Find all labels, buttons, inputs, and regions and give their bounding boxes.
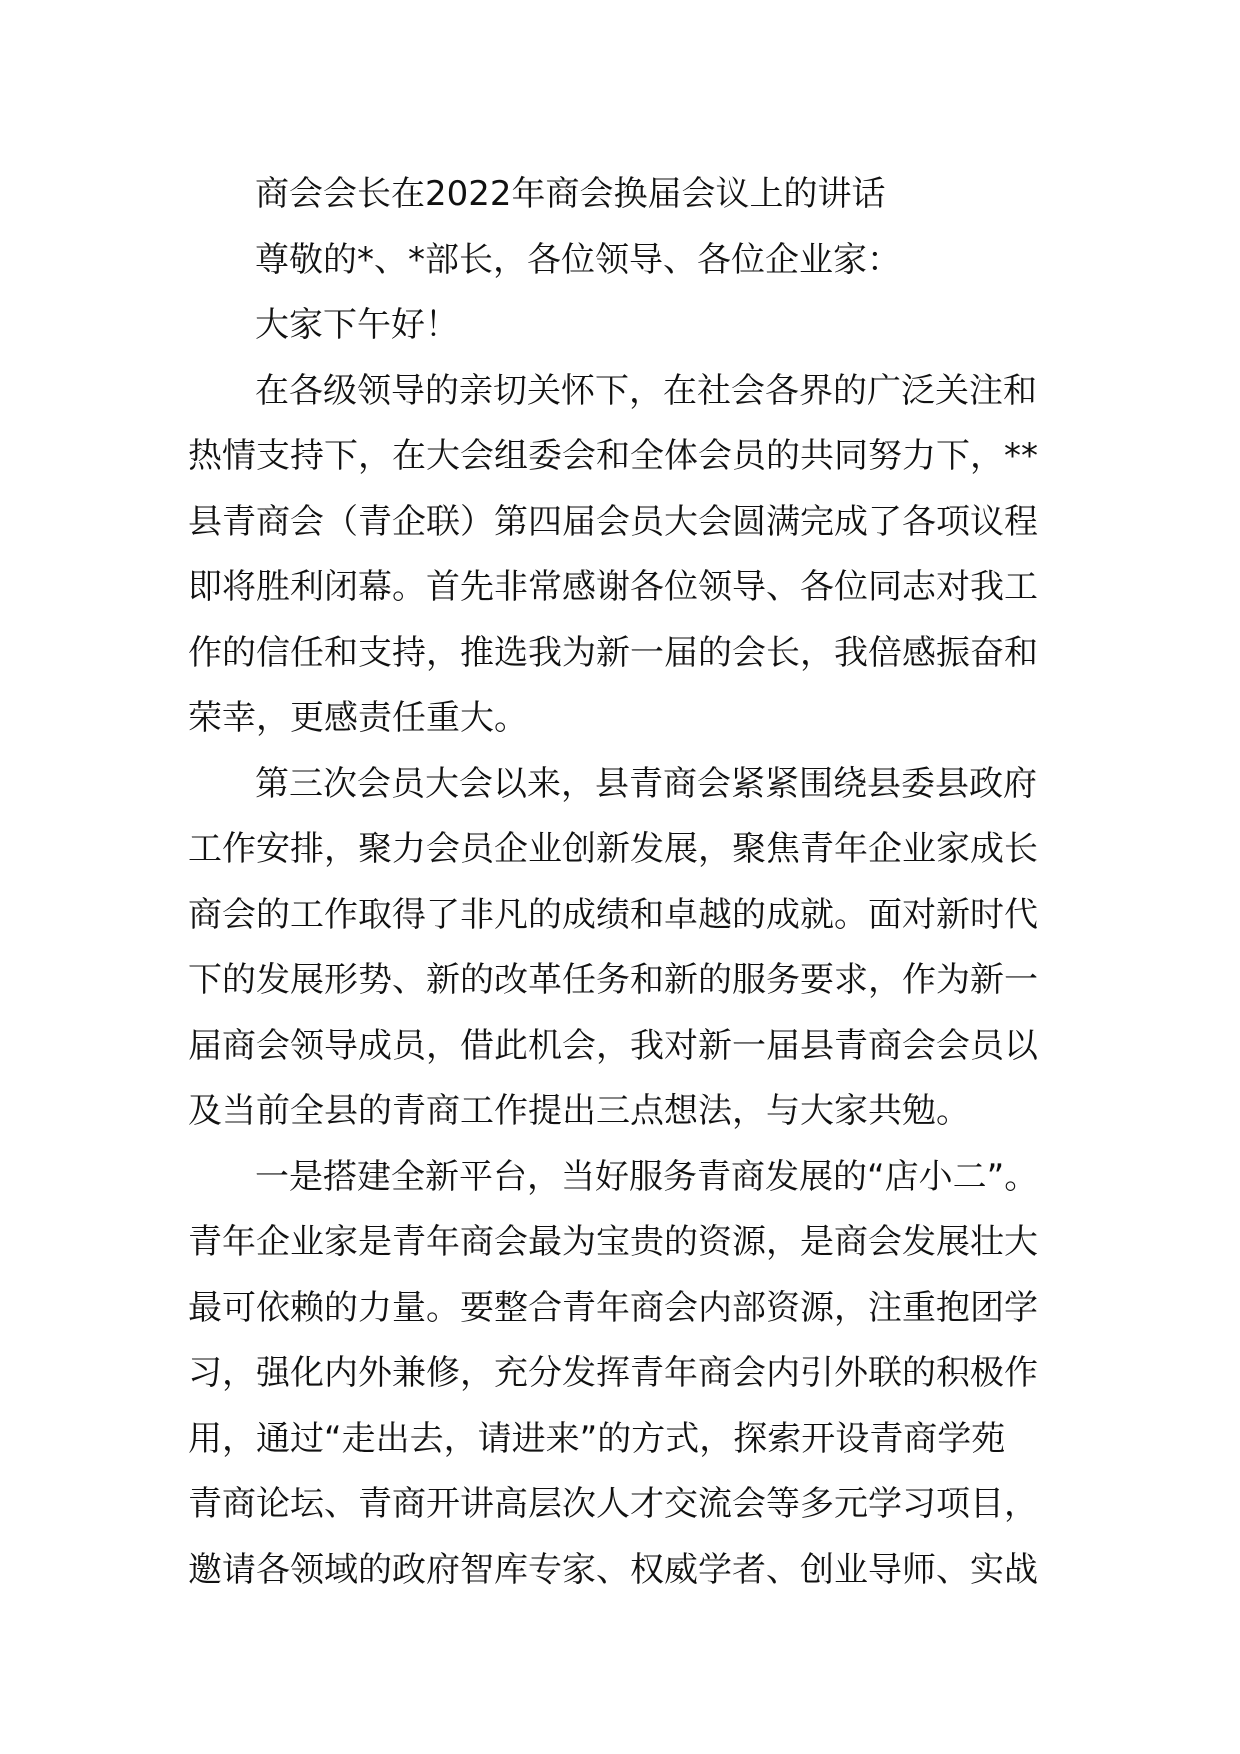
paragraph-line: 即将胜利闭幕。首先非常感谢各位领导、各位同志对我工 xyxy=(188,567,1038,607)
salutation: 尊敬的*、*部长，各位领导、各位企业家： xyxy=(255,239,901,280)
paragraph-line: 习，强化内外兼修，充分发挥青年商会内引外联的积极作 xyxy=(188,1353,1038,1393)
paragraph-line: 工作安排，聚力会员企业创新发展，聚焦青年企业家成长 xyxy=(188,829,1038,869)
paragraph-line: 商会的工作取得了非凡的成绩和卓越的成就。面对新时代 xyxy=(188,894,1038,935)
paragraph-line: 在各级领导的亲切关怀下，在社会各界的广泛关注和 xyxy=(255,370,1037,411)
paragraph-line: 县青商会（青企联）第四届会员大会圆满完成了各项议程 xyxy=(188,501,1038,542)
paragraph-line: 一是搭建全新平台，当好服务青商发展的“店小二”。 xyxy=(255,1156,1039,1197)
document-title: 商会会长在2022年商会换届会议上的讲话 xyxy=(255,174,886,214)
paragraph-line: 第三次会员大会以来，县青商会紧紧围绕县委县政府 xyxy=(255,763,1037,804)
paragraph-2 xyxy=(188,752,1068,1145)
speech-text xyxy=(188,162,1068,1603)
paragraph-line: 青年企业家是青年商会最为宝贵的资源，是商会发展壮大 xyxy=(188,1222,1038,1262)
paragraph-line: 热情支持下，在大会组委会和全体会员的共同努力下，** xyxy=(188,436,1038,476)
paragraph-line: 青商论坛、青商开讲高层次人才交流会等多元学习项目， xyxy=(188,1484,1038,1524)
paragraph-3 xyxy=(188,1145,1068,1604)
paragraph-line: 下的发展形势、新的改革任务和新的服务要求，作为新一 xyxy=(188,960,1038,1000)
paragraph-line: 作的信任和支持，推选我为新一届的会长，我倍感振奋和 xyxy=(188,632,1038,673)
paragraph-1 xyxy=(188,359,1068,752)
paragraph-line: 最可依赖的力量。要整合青年商会内部资源，注重抱团学 xyxy=(188,1287,1038,1328)
greeting: 大家下午好！ xyxy=(255,305,459,345)
paragraph-line: 邀请各领域的政府智库专家、权威学者、创业导师、实战 xyxy=(188,1549,1038,1590)
paragraph-line: 荣幸，更感责任重大。 xyxy=(188,698,528,738)
paragraph-line: 用，通过“走出去，请进来”的方式，探索开设青商学苑 xyxy=(188,1418,1006,1459)
paragraph-line: 及当前全县的青商工作提出三点想法，与大家共勉。 xyxy=(188,1091,970,1131)
paragraph-line: 届商会领导成员，借此机会，我对新一届县青商会会员以 xyxy=(188,1025,1038,1066)
